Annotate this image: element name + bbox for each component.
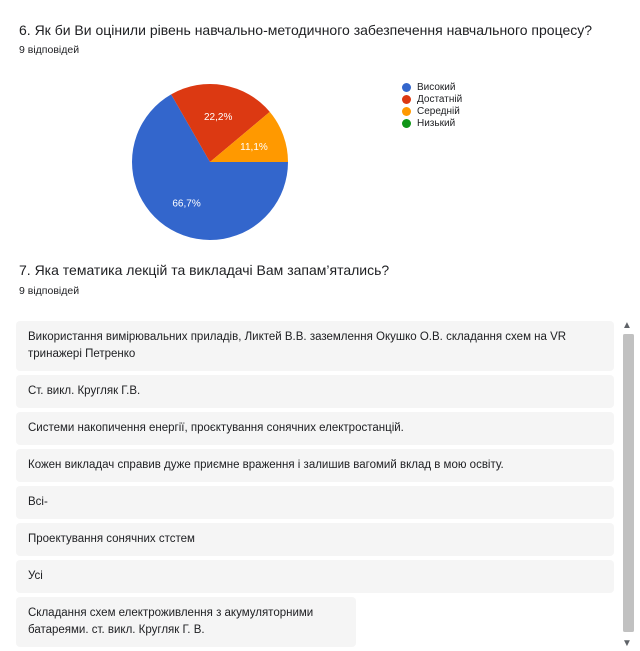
answer-item: Системи накопичення енергії, проєктування сонячних електростанцій. xyxy=(16,412,614,445)
legend-item-low xyxy=(402,117,462,129)
answer-item: Проектування сонячних стстем xyxy=(16,523,614,556)
legend-swatch xyxy=(402,95,411,104)
answer-item: Усі xyxy=(16,560,614,593)
legend-label: Достатній xyxy=(417,93,463,105)
pie-chart xyxy=(120,74,300,250)
legend-swatch xyxy=(402,107,411,116)
answers-scrollbar[interactable] xyxy=(620,318,636,650)
answers-list xyxy=(16,321,614,651)
answer-item: Ст. викл. Кругляк Г.В. xyxy=(16,375,614,408)
pie-slice-label: 22,2% xyxy=(204,111,233,123)
question-6-responses-count: 9 відповідей xyxy=(19,44,80,56)
legend-label: Високий xyxy=(417,81,456,93)
question-7-title: 7. Яка тематика лекцій та викладачі Вам запам’ятались? xyxy=(19,262,390,278)
legend-swatch xyxy=(402,83,411,92)
pie-slice-label: 66,7% xyxy=(172,198,201,210)
answer-item: Кожен викладач справив дуже приємне враження і залишив вагомий вклад в мою освіту. xyxy=(16,449,614,482)
pie-slice-label: 11,1% xyxy=(240,142,268,154)
scroll-down-arrow-icon[interactable]: ▼ xyxy=(622,638,632,649)
chart-legend xyxy=(402,81,462,129)
question-7-responses-count: 9 відповідей xyxy=(19,285,80,297)
legend-label: Середній xyxy=(417,105,460,117)
legend-item-sufficient xyxy=(402,93,462,105)
legend-swatch xyxy=(402,119,411,128)
legend-label: Низький xyxy=(417,117,456,129)
question-6-title: 6. Як би Ви оцінили рівень навчально-методичного забезпечення навчального процесу? xyxy=(19,22,593,38)
legend-item-high xyxy=(402,81,462,93)
answer-item: Складання схем електроживлення з акумуляторними батареями. ст. викл. Кругляк Г. В. xyxy=(16,597,356,647)
answer-item: Використання вимірювальних приладів, Ликтей В.В. заземлення Окушко О.В. складання схем на VR тринажері Петренко xyxy=(16,321,614,371)
answer-item: Всі- xyxy=(16,486,614,519)
scroll-up-arrow-icon[interactable]: ▲ xyxy=(622,320,632,331)
scroll-thumb[interactable] xyxy=(623,334,634,632)
legend-item-medium xyxy=(402,105,462,117)
